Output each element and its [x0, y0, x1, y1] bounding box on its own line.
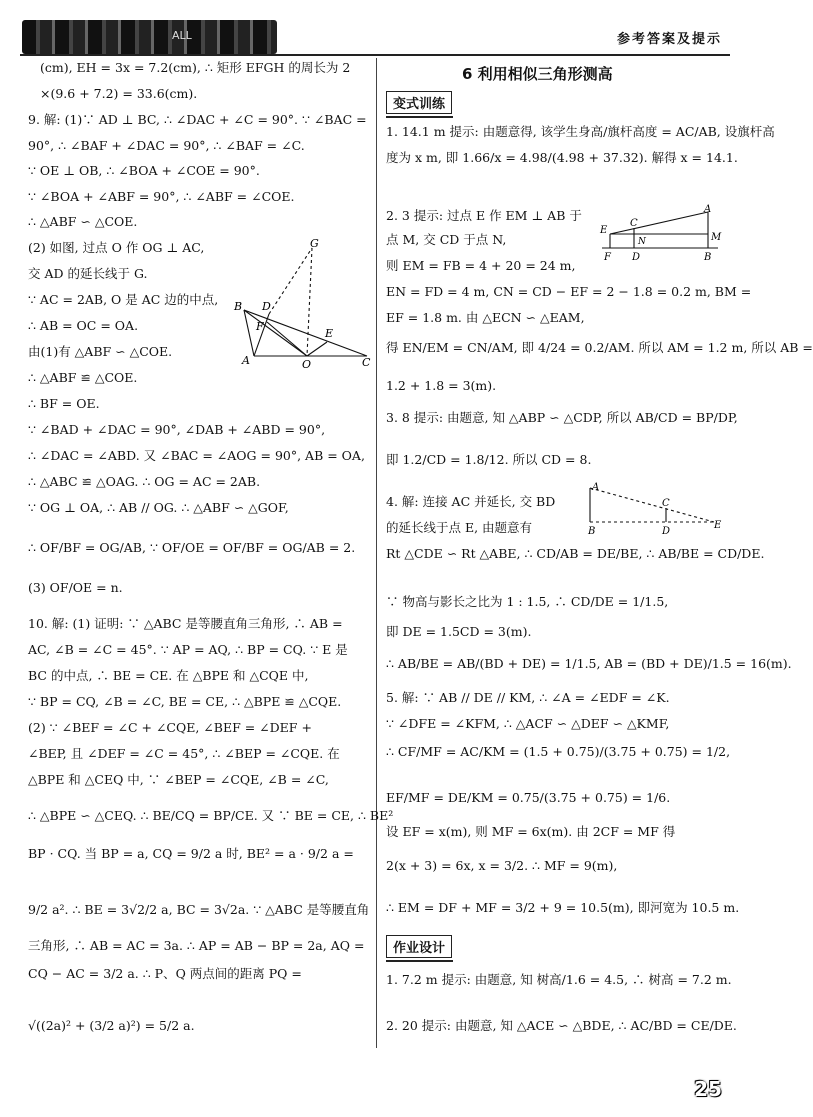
left-text-line: √((2a)² + (3/2 a)²) = 5/2 a.: [28, 1018, 195, 1033]
right-text-line: EF/MF = DE/KM = 0.75/(3.75 + 0.75) = 1/6.: [386, 790, 671, 805]
segment-ab: [244, 310, 254, 356]
figure-flagpole: [598, 204, 728, 262]
fig1-label: C: [362, 356, 371, 369]
left-text-line: ∴ AB = OC = OA.: [28, 318, 139, 333]
right-text-line: 5. 解: ∵ AB // DE // KM, ∴ ∠A = ∠EDF = ∠K.: [386, 690, 670, 705]
left-text-line: ∴ △ABC ≌ △OAG. ∴ OG = AC = 2AB.: [28, 474, 261, 489]
right-text-line: 1.2 + 1.8 = 3(m).: [386, 378, 497, 393]
segment-dg: [269, 248, 312, 314]
segment-oe: [307, 342, 327, 356]
left-text-line: ∴ △ABF ∽ △COE.: [28, 214, 138, 229]
right-text-line: 3. 8 提示: 由题意, 知 △ABP ∽ △CDP, 所以 AB/CD = BP/DP,: [386, 410, 738, 425]
left-text-line: ∴ △ABF ≌ △COE.: [28, 370, 138, 385]
fig3-label: A: [592, 482, 600, 493]
left-text-line: 10. 解: (1) 证明: ∵ △ABC 是等腰直角三角形, ∴ AB =: [28, 616, 343, 631]
header-title: 参考答案及提示: [616, 32, 722, 47]
right-text-line: 得 EN/EM = CN/AM, 即 4/24 = 0.2/AM. 所以 AM = 1.2 m, 所以 AB =: [386, 340, 813, 355]
fig1-label: A: [242, 354, 250, 367]
left-text-line: BC 的中点, ∴ BE = CE. 在 △BPE 和 △CQE 中,: [28, 668, 309, 683]
fig2-label: B: [704, 252, 712, 263]
right-text-line: 2. 20 提示: 由题意, 知 △ACE ∽ △BDE, ∴ AC/BD = CE/DE.: [386, 1018, 737, 1033]
left-text-line: ∴ OF/BF = OG/AB, ∵ OF/OE = OF/BF = OG/AB = 2.: [28, 540, 356, 555]
left-text-line: 9. 解: (1)∵ AD ⊥ BC, ∴ ∠DAC + ∠C = 90°. ∵ ∠BAC =: [28, 112, 367, 127]
right-text-line: ∵ ∠DFE = ∠KFM, ∴ △ACF ∽ △DEF ∽ △KMF,: [386, 716, 670, 731]
right-text-line: 点 M, 交 CD 于点 N,: [386, 232, 507, 247]
right-text-line: EF = 1.8 m. 由 △ECN ∽ △EAM,: [386, 310, 585, 325]
fig1-label: E: [325, 327, 334, 340]
box-label-variant: 变式训练: [386, 91, 452, 114]
right-text-line: 设 EF = x(m), 则 MF = 6x(m). 由 2CF = MF 得: [386, 824, 676, 839]
left-text-line: ∵ AC = 2AB, O 是 AC 边的中点,: [28, 292, 219, 307]
fig3-label: D: [662, 526, 671, 537]
fig2-label: M: [711, 232, 722, 243]
left-text-line: (2) ∵ ∠BEF = ∠C + ∠CQE, ∠BEF = ∠DEF +: [28, 720, 312, 735]
section-title: 6 利用相似三角形测高: [462, 65, 613, 83]
header-banner: [22, 20, 277, 54]
left-text-line: ∵ ∠BAD + ∠DAC = 90°, ∠DAB + ∠ABD = 90°,: [28, 422, 326, 437]
left-text-line: 由(1)有 △ABF ∽ △COE.: [28, 344, 173, 359]
fig2-label: E: [600, 225, 608, 236]
right-text-line: ∴ EM = DF + MF = 3/2 + 9 = 10.5(m), 即河宽为 10.5 m.: [386, 900, 740, 915]
left-text-line: 交 AD 的延长线于 G.: [28, 266, 148, 281]
right-text-line: ∵ 物高与影长之比为 1 : 1.5, ∴ CD/DE = 1/1.5,: [386, 594, 669, 609]
segment-ae: [590, 488, 714, 522]
segment-go: [307, 248, 312, 356]
right-text-line: 则 EM = FB = 4 + 20 = 24 m,: [386, 258, 576, 273]
fig2-label: C: [630, 218, 638, 229]
fig1-label: G: [310, 237, 319, 250]
left-text-line: ∠BEP, 且 ∠DEF = ∠C = 45°, ∴ ∠BEP = ∠CQE. 在: [28, 746, 340, 761]
fig2-label: D: [632, 252, 641, 263]
right-text-line: 即 DE = 1.5CD = 3(m).: [386, 624, 532, 639]
right-text-line: 的延长线于点 E, 由题意有: [386, 520, 533, 535]
right-text-line: 1. 7.2 m 提示: 由题意, 知 树高/1.6 = 4.5, ∴ 树高 = 7.2 m.: [386, 972, 732, 987]
left-text-line: 9/2 a². ∴ BE = 3√2/2 a, BC = 3√2a. ∵ △ABC 是等腰直角: [28, 902, 370, 917]
left-text-line: CQ − AC = 3/2 a. ∴ P、Q 两点间的距离 PQ =: [28, 966, 302, 981]
left-text-line: AC, ∠B = ∠C = 45°. ∵ AP = AQ, ∴ BP = CQ. ∵ E 是: [28, 642, 348, 657]
left-text-line: ×(9.6 + 7.2) = 33.6(cm).: [40, 86, 198, 101]
left-text-line: ∴ ∠DAC = ∠ABD. 又 ∠BAC = ∠AOG = 90°, AB = OA,: [28, 448, 365, 463]
left-text-line: ∴ BF = OE.: [28, 396, 100, 411]
right-text-line: 度为 x m, 即 1.66/x = 4.98/(4.98 + 37.32). 解得 x = 14.1.: [386, 150, 738, 165]
left-text-line: 三角形, ∴ AB = AC = 3a. ∴ AP = AB − BP = 2a, AQ =: [28, 938, 365, 953]
left-text-line: △BPE 和 △CEQ 中, ∵ ∠BEP = ∠CQE, ∠B = ∠C,: [28, 772, 329, 787]
header-rule: [20, 54, 730, 56]
page-number: 25: [694, 1077, 722, 1101]
segment-fo: [267, 322, 307, 356]
fig3-label: B: [588, 526, 596, 537]
right-text-line: 2. 3 提示: 过点 E 作 EM ⊥ AB 于: [386, 208, 582, 223]
right-text-line: ∴ AB/BE = AB/(BD + DE) = 1/1.5, AB = (BD + DE)/1.5 = 16(m).: [386, 656, 792, 671]
right-text-line: 2(x + 3) = 6x, x = 3/2. ∴ MF = 9(m),: [386, 858, 618, 873]
box-label-homework: 作业设计: [386, 935, 452, 958]
right-text-line: Rt △CDE ∽ Rt △ABE, ∴ CD/AB = DE/BE, ∴ AB/BE = CD/DE.: [386, 546, 765, 561]
segment-bo: [244, 310, 307, 356]
banner-text: ALL: [172, 29, 192, 42]
left-text-line: ∵ BP = CQ, ∠B = ∠C, BE = CE, ∴ △BPE ≌ △CQE.: [28, 694, 342, 709]
left-text-line: ∵ OG ⊥ OA, ∴ AB // OG. ∴ △ABF ∽ △GOF,: [28, 500, 289, 515]
figure-shadow: [584, 478, 726, 540]
left-text-line: (cm), EH = 3x = 7.2(cm), ∴ 矩形 EFGH 的周长为 2: [40, 60, 351, 75]
fig3-label: E: [714, 520, 722, 531]
left-text-line: ∵ OE ⊥ OB, ∴ ∠BOA + ∠COE = 90°.: [28, 163, 260, 178]
left-text-line: (2) 如图, 过点 O 作 OG ⊥ AC,: [28, 240, 205, 255]
fig1-label: O: [302, 358, 312, 371]
left-text-line: ∴ △BPE ∽ △CEQ. ∴ BE/CQ = BP/CE. 又 ∵ BE = CE, ∴ BE²: [28, 808, 394, 823]
column-divider: [376, 58, 377, 1048]
left-text-line: BP · CQ. 当 BP = a, CQ = 9/2 a 时, BE² = a · 9/2 a =: [28, 846, 354, 861]
right-text-line: ∴ CF/MF = AC/KM = (1.5 + 0.75)/(3.75 + 0.75) = 1/2,: [386, 744, 731, 759]
fig1-label: F: [256, 320, 264, 333]
left-text-line: (3) OF/OE = n.: [28, 580, 123, 595]
segment-ea: [610, 212, 708, 234]
fig2-label: A: [704, 204, 712, 215]
right-text-line: 4. 解: 连接 AC 并延长, 交 BD: [386, 494, 556, 509]
right-text-line: EN = FD = 4 m, CN = CD − EF = 2 − 1.8 = 0.2 m, BM =: [386, 284, 752, 299]
fig2-label: N: [638, 237, 646, 247]
page-header: [0, 0, 750, 56]
fig2-label: F: [604, 252, 611, 263]
right-text-line: 1. 14.1 m 提示: 由题意得, 该学生身高/旗杆高度 = AC/AB, 设旗杆高: [386, 124, 775, 139]
left-text-line: 90°, ∴ ∠BAF + ∠DAC = 90°, ∴ ∠BAF = ∠C.: [28, 138, 305, 153]
fig1-label: D: [262, 300, 271, 313]
fig1-label: B: [234, 300, 243, 313]
left-text-line: ∵ ∠BOA + ∠ABF = 90°, ∴ ∠ABF = ∠COE.: [28, 189, 295, 204]
right-text-line: 即 1.2/CD = 1.8/12. 所以 CD = 8.: [386, 452, 592, 467]
figure-triangle-abc: [232, 237, 374, 371]
fig3-label: C: [662, 498, 670, 509]
